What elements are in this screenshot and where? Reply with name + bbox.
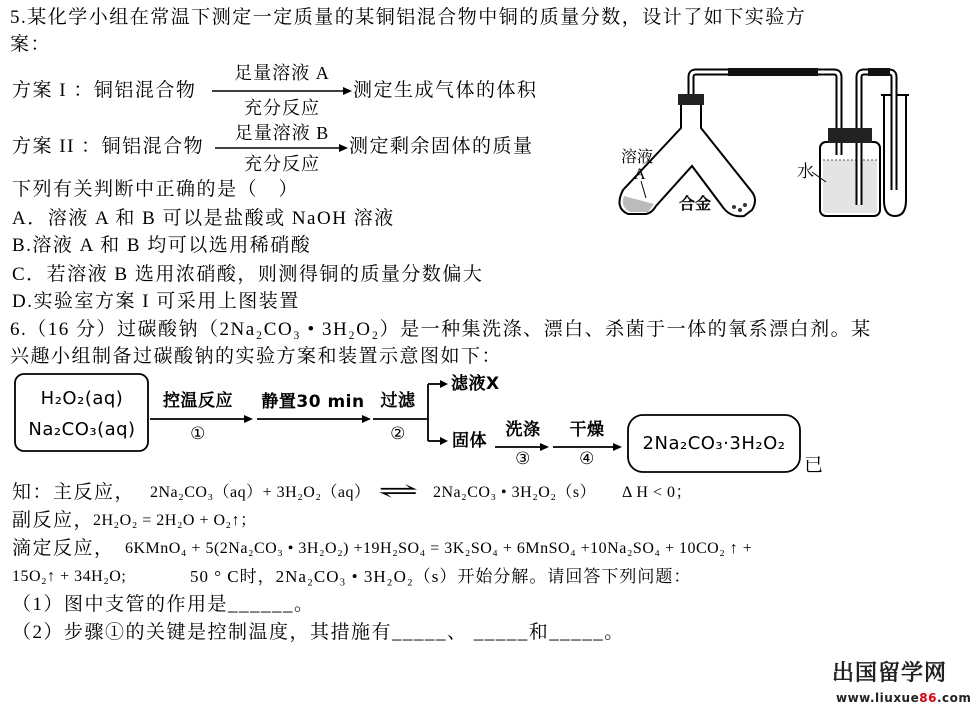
titration-equation-line1: 6KMnO₄ + 5(2Na₂CO₃ • 3H₂O₂) +19H₂SO₄ = 3K₂SO₄ + 6MnSO₄ +10Na₂SO₄ + 10CO₂ ↑ + [125,540,753,557]
step2-number: ② [390,424,406,444]
alloy-piece [743,203,747,207]
flow-arrow-4-head [540,443,549,451]
alloy-piece [732,205,736,209]
q5-option-a: A．溶液 A 和 B 可以是盐酸或 NaOH 溶液 [12,208,395,229]
watermark-logo-text: 出国留学网 [832,661,948,686]
titration-equation-line2: 15O₂↑ + 34H₂O; [12,568,127,585]
q5-stem-line2: 案： [10,34,52,55]
plan2-arrow [215,144,348,152]
apparatus-solution-label: 溶液 [621,149,654,166]
y-tube-stopper [678,94,704,105]
side-reaction-equation: 2H₂O₂ = 2H₂O + O₂↑； [93,512,257,529]
step3-number: ③ [515,449,531,469]
watermark-url-suffix: .com [936,691,971,705]
step3-label: 洗涤 [505,420,541,440]
step1-label: 控温反应 [163,391,233,411]
watermark-url-number: 86 [919,691,937,705]
q5-option-b: B.溶液 A 和 B 均可以选用稀硝酸 [12,235,312,256]
branch-arrow-filtrate-head [440,380,448,388]
step4-number: ④ [579,449,595,469]
titration-prefix: 滴定反应， [12,538,115,559]
plan2-reagent: 足量溶液 B [234,123,330,143]
branch-arrow-solid-head [440,437,448,445]
main-reaction-product: 2Na₂CO₃ • 3H₂O₂（s） [433,484,597,501]
step4-label: 干燥 [569,420,605,440]
rest-step-label: 静置30 min [261,392,365,412]
known-intro-char: 已 [804,455,825,476]
product-label: 2Na₂CO₃·3H₂O₂ [642,433,786,454]
plan1-reagent: 足量溶液 A [234,63,330,83]
plan2-arrow-head [339,144,348,152]
q5-prompt: 下列有关判断中正确的是（ ） [12,179,300,200]
plan2-condition: 充分反应 [244,154,320,174]
plan1-result: 测定生成气体的体积 [353,80,538,101]
plan1-arrow [212,87,352,95]
main-reaction-enthalpy: Δ H < 0； [622,484,692,501]
watermark-url-prefix: www.liuxue [836,691,920,705]
filtrate-label: 滤液X [451,374,500,394]
q5-option-d: D.实验室方案 I 可采用上图装置 [12,291,300,312]
plan1-arrow-head [343,87,352,95]
solid-label: 固体 [452,431,487,451]
rubber-tube-right [868,68,890,76]
apparatus-solution-letter: A [634,166,646,183]
plan1-label: 方案 I ：铜铝混合物 [12,80,197,101]
plan2-label: 方案 II ：铜铝混合物 [12,136,205,157]
q6-stem-line2: 兴趣小组制备过碳酸钠的实验方案和装置示意图如下： [10,346,503,367]
bottle-stopper [828,128,872,143]
flow-arrow-2-head [362,415,371,423]
watermark-url [836,686,971,710]
alloy-piece [738,208,742,212]
plan1-condition: 充分反应 [244,98,320,118]
q5-option-c: C．若溶液 B 选用浓硝酸，则测得铜的质量分数偏大 [12,264,484,285]
reactant-na2co3: Na₂CO₃(aq) [28,419,136,440]
side-reaction-prefix: 副反应， [12,510,95,531]
main-reaction-reactants: 2Na₂CO₃（aq）+ 3H₂O₂（aq） [150,484,371,501]
sub-question-2: （2）步骤①的关键是控制温度，其措施有_____、 _____和_____。 [12,622,625,643]
reversible-arrow: ⇌ [378,478,422,503]
bottle-water [823,160,877,213]
main-reaction-prefix: 知：主反应， [12,482,136,503]
q5-stem-line1: 5.某化学小组在常温下测定一定质量的某铜铝混合物中铜的质量分数，设计了如下实验方 [10,7,807,28]
plan2-result: 测定剩余固体的质量 [349,136,534,157]
gas-measurement-apparatus [619,68,909,216]
rubber-tube-left [728,68,818,76]
flow-arrow-5-head [613,443,622,451]
flow-arrow-1-head [244,415,253,423]
apparatus-water-label: 水 [797,162,814,181]
step2-label: 过滤 [380,391,416,411]
sub-question-1: （1）图中支管的作用是______。 [12,594,315,615]
step1-number: ① [190,424,206,444]
reactant-h2o2: H₂O₂(aq) [40,388,124,409]
q6-stem-line1: 6.（16 分）过碳酸钠（2Na₂CO₃ • 3H₂O₂）是一种集洗涤、漂白、杀菌于一体的氧系漂白剂。某 [10,319,872,340]
decomposition-note: 50 ° C时，2Na₂CO₃ • 3H₂O₂（s）开始分解。请回答下列问题： [190,567,692,586]
apparatus-alloy-label: 合金 [679,196,712,213]
